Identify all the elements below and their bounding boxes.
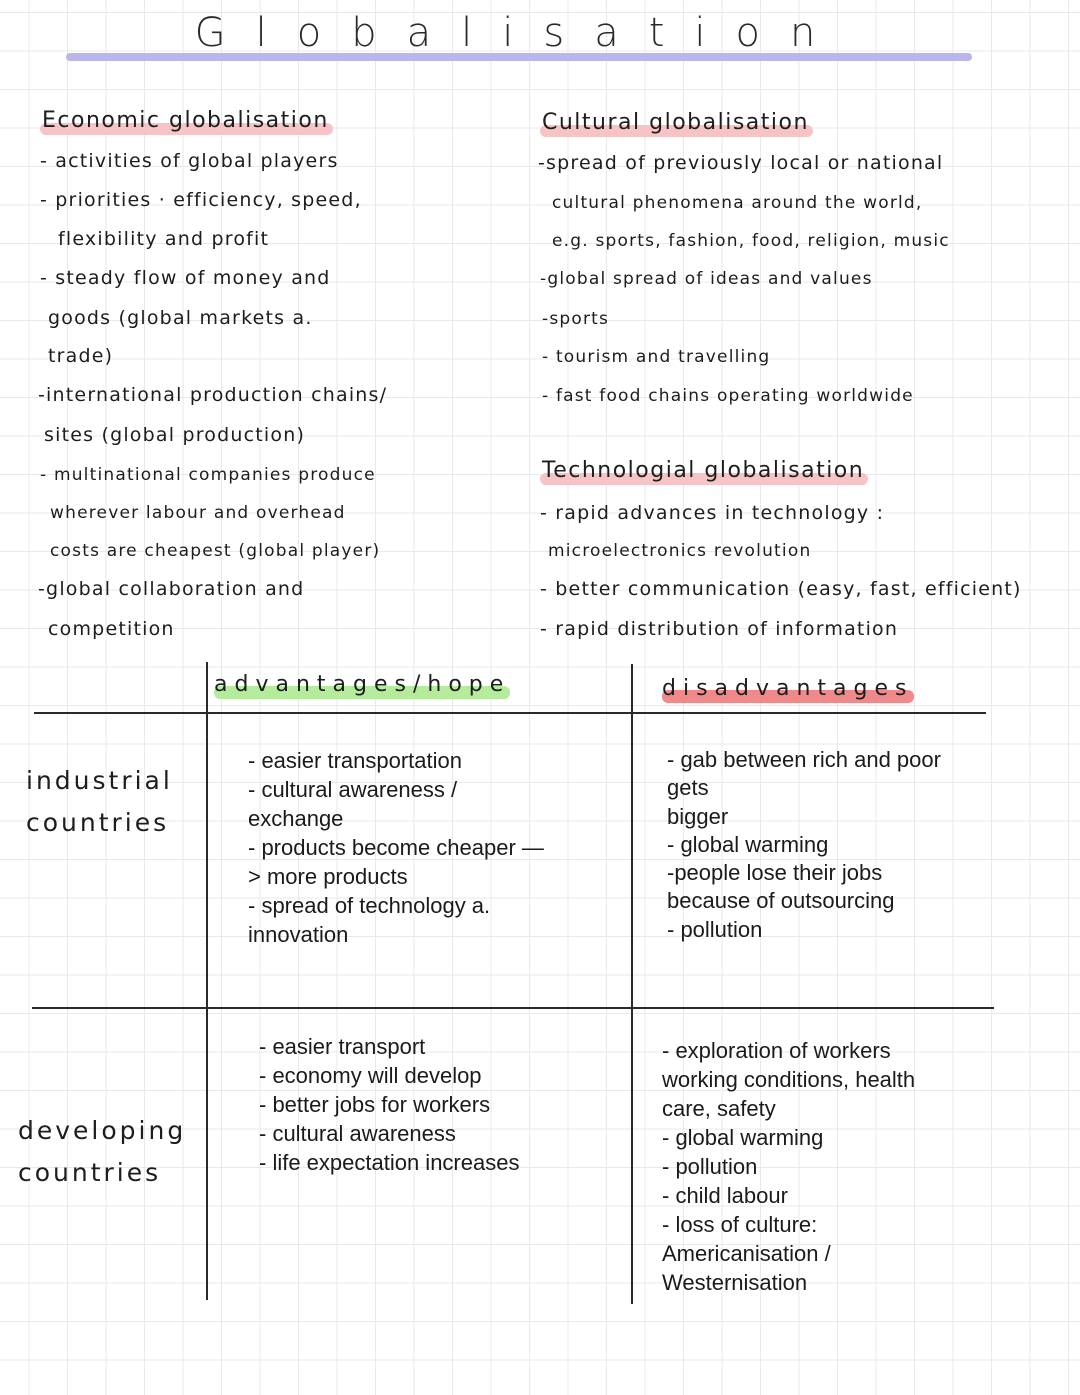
cultural-heading-text: Cultural globalisation (542, 110, 809, 135)
economic-line: competition (48, 618, 175, 640)
technological-line: - rapid advances in technology : (540, 502, 885, 524)
economic-line: trade) (48, 345, 114, 367)
technological-heading-text: Technologial globalisation (542, 458, 865, 483)
list-item: - pollution (662, 1154, 758, 1179)
list-item: bigger (667, 803, 729, 829)
list-item: - easier transport (259, 1034, 426, 1059)
list-item: innovation (248, 922, 349, 947)
list-item: - easier transportation (248, 748, 462, 773)
disadvantages-header (662, 676, 914, 701)
economic-line: costs are cheapest (global player) (50, 541, 381, 561)
list-item: - better jobs for workers (259, 1092, 491, 1117)
economic-line: - steady flow of money and (40, 267, 331, 289)
list-item: - loss of culture: (662, 1212, 818, 1237)
list-item: - global warming (667, 831, 829, 857)
row-label-developing (18, 1110, 186, 1194)
table-vertical-divider-right (631, 664, 633, 1304)
cultural-line: e.g. sports, fashion, food, religion, music (552, 231, 950, 251)
cultural-line: -sports (542, 309, 610, 329)
economic-line: - priorities · efficiency, speed, (40, 189, 362, 211)
cultural-line: - tourism and travelling (542, 347, 771, 367)
disadvantages-header-text: disadvantages (662, 676, 914, 701)
list-item: Westernisation (662, 1270, 808, 1295)
economic-line: -international production chains/ (38, 384, 388, 406)
economic-line: wherever labour and overhead (50, 503, 346, 523)
industrial-advantages (248, 746, 544, 949)
list-item: - life expectation increases (259, 1150, 520, 1175)
developing-advantages (259, 1032, 519, 1177)
advantages-header (214, 672, 510, 697)
list-item: - global warming (662, 1125, 824, 1150)
economic-line: sites (global production) (44, 424, 306, 446)
row-label-line: industrial (26, 766, 173, 795)
list-item: exchange (248, 806, 344, 831)
technological-heading (542, 458, 864, 483)
row-label-industrial (26, 760, 173, 844)
table-header-rule (34, 712, 986, 714)
list-item: Americanisation / (662, 1241, 831, 1266)
list-item: - cultural awareness / (248, 777, 458, 802)
economic-heading (42, 108, 329, 133)
list-item: - products become cheaper — (248, 835, 544, 860)
list-item: - cultural awareness (259, 1121, 456, 1146)
list-item: working conditions, health (662, 1067, 916, 1092)
list-item: -people lose their jobs (667, 860, 883, 886)
technological-line: - rapid distribution of information (540, 618, 899, 640)
economic-line: goods (global markets a. (48, 307, 313, 329)
list-item: > more products (248, 864, 408, 889)
title-block (60, 10, 980, 70)
cultural-line: - fast food chains operating worldwide (542, 386, 914, 406)
list-item: - spread of technology a. (248, 893, 491, 918)
technological-line: - better communication (easy, fast, efficient) (540, 578, 1022, 600)
list-item: - pollution (667, 916, 763, 942)
cultural-line: -spread of previously local or national (538, 152, 944, 174)
row-label-line: developing (18, 1116, 187, 1145)
industrial-disadvantages (667, 746, 941, 944)
row-label-line: countries (26, 808, 170, 837)
list-item: - exploration of workers (662, 1038, 891, 1063)
cultural-heading (542, 110, 809, 135)
list-item: care, safety (662, 1096, 776, 1121)
economic-line: - activities of global players (40, 150, 339, 172)
list-item: because of outsourcing (667, 888, 895, 914)
list-item: - gab between rich and poor (667, 747, 941, 772)
list-item: gets (667, 775, 709, 801)
table-vertical-divider-left (206, 662, 208, 1300)
cultural-line: -global spread of ideas and values (540, 269, 873, 289)
page-title: Globalisation (194, 10, 846, 56)
list-item: - child labour (662, 1183, 788, 1208)
table-row-rule (32, 1007, 994, 1009)
technological-line: microelectronics revolution (548, 541, 812, 561)
cultural-line: cultural phenomena around the world, (552, 193, 923, 213)
developing-disadvantages (662, 1036, 915, 1297)
economic-line: -global collaboration and (38, 578, 305, 600)
economic-line: flexibility and profit (58, 228, 270, 250)
list-item: - economy will develop (259, 1063, 482, 1088)
row-label-line: countries (18, 1158, 162, 1187)
economic-heading-text: Economic globalisation (42, 108, 329, 133)
economic-line: - multinational companies produce (40, 465, 376, 485)
advantages-header-text: advantages/hope (214, 672, 511, 697)
